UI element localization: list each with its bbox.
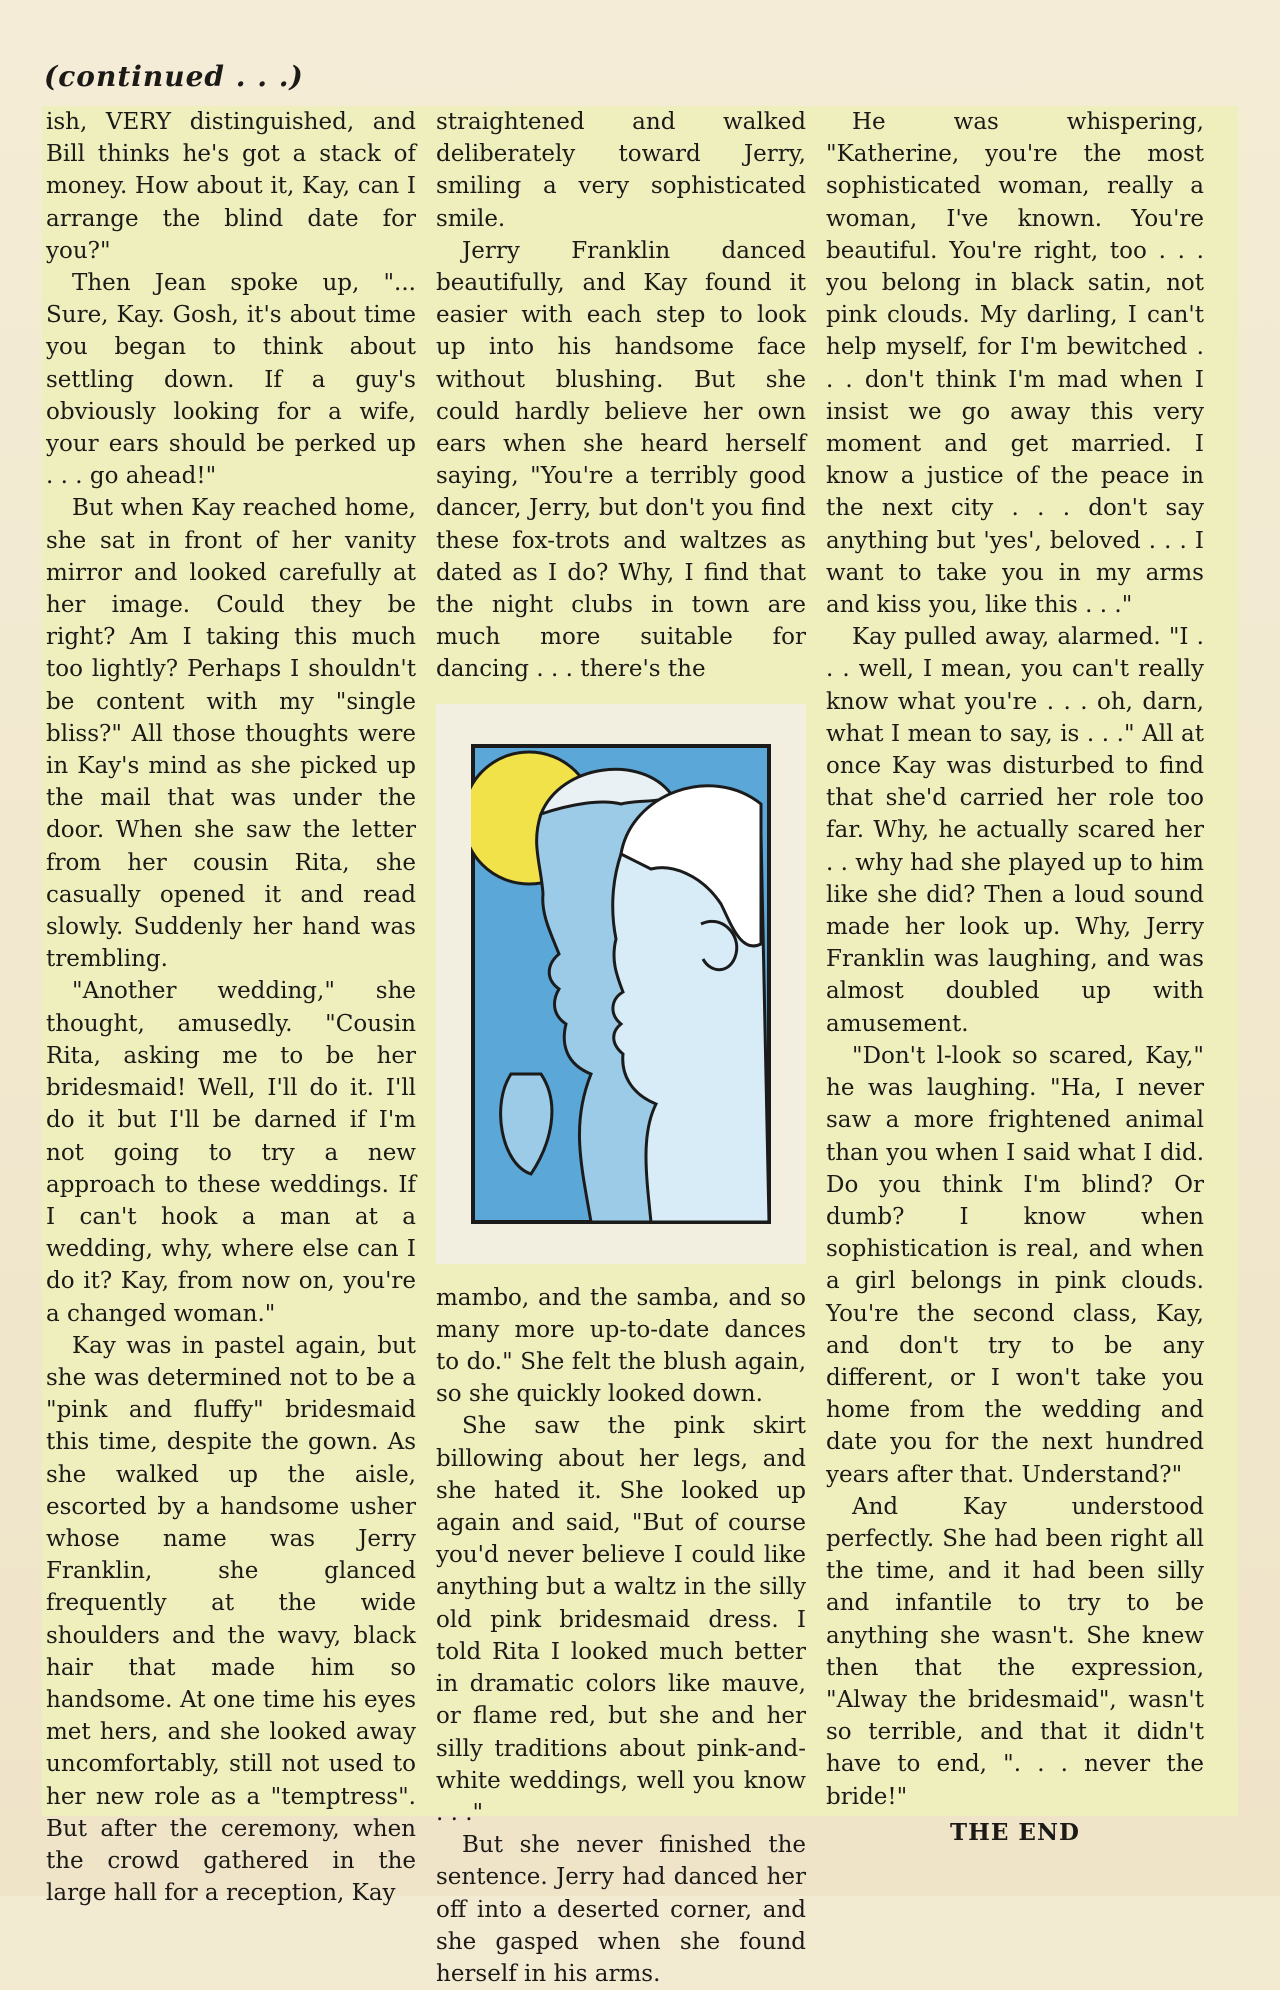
paragraph: He was whispering, "Katherine, you're the most sophisticated woman, really a woman, I've known. You're beautiful. You're right, too . . . you belong in black satin, not pink clouds. My darling, I can't help myself, for I'm bewitched . . . don't think I'm mad when I insist we go away this very moment and get married. I know a justice of the peace in the next city . . . don't say anything but 'yes', beloved . . . I want to take you in my arms and kiss you, like this . . ." bbox=[826, 109, 1204, 619]
paragraph: mambo, and the samba, and so many more up-to-date dances to do." She felt the blush again, so she quickly looked down. bbox=[436, 1284, 806, 1408]
column-2 bbox=[436, 106, 806, 1990]
continued-label: (continued . . .) bbox=[44, 60, 304, 93]
paragraph: Then Jean spoke up, "... Sure, Kay. Gosh, it's about time you began to think about settling down. If a guy's obviously looking for a wife, your ears should be perked up . . . go ahead!" bbox=[46, 270, 416, 490]
paragraph: But when Kay reached home, she sat in front of her vanity mirror and looked carefully at her image. Could they be right? Am I taking this much too lightly? Perhaps I shouldn't be content with my "single bliss?" All those thoughts were in Kay's mind as she picked up the mail that was under the door. When she saw the letter from her cousin Rita, she casually opened it and read slowly. Suddenly her hand was trembling. bbox=[46, 495, 416, 973]
column-3 bbox=[826, 106, 1204, 1849]
paragraph: Jerry Franklin danced beautifully, and Kay found it easier with each step to look up into his handsome face without blushing. But she could hardly believe her own ears when she heard herself saying, "You're a terribly good dancer, Jerry, but don't you find these fox-trots and waltzes as dated as I do? Why, I find that the night clubs in town are much more suitable for dancing . . . there's the bbox=[436, 237, 806, 683]
paragraph: And Kay understood perfectly. She had been right all the time, and it had been silly and infantile to try to be anything she wasn't. She knew then that the expression, "Alway the bridesmaid", wasn't so terrible, and that it didn't have to end, ". . . never the bride!" bbox=[826, 1493, 1204, 1810]
paragraph: She saw the pink skirt billowing about her legs, and she hated it. She looked up again and said, "But of course you'd never believe I could like anything but a waltz in the silly old pink bridesmaid dress. I told Rita I looked much better in dramatic colors like mauve, or flame red, but she and her silly traditions about pink-and-white weddings, well you know . . ." bbox=[436, 1413, 806, 1826]
paragraph: "Don't l-look so scared, Kay," he was laughing. "Ha, I never saw a more frightened animal than you when I said what I did. Do you think I'm blind? Or dumb? I know when sophistication is real, and when a girl belongs in pink clouds. You're the second class, Kay, and don't try to be any different, or I won't take you home from the wedding and date you for the next hundred years after that. Understand?" bbox=[826, 1042, 1204, 1488]
couple-illustration bbox=[471, 744, 771, 1224]
column-1 bbox=[46, 106, 416, 1909]
paragraph: "Another wedding," she thought, amusedly. "Cousin Rita, asking me to be her bridesmaid! Well, I'll do it. I'll do it but I'll be darned if I'm not going to try a new approach to these weddings. If I can't hook a man at a wedding, why, where else can I do it? Kay, from now on, you're a changed woman." bbox=[46, 978, 416, 1327]
the-end-label: THE END bbox=[950, 1818, 1080, 1846]
paragraph: Kay pulled away, alarmed. "I . . . well, I mean, you can't really know what you're . . . oh, darn, what I mean to say, is . . ." All at once Kay was disturbed to find that she'd carried her role too far. Why, he actually scared her . . why had she played up to him like she did? Then a loud sound made her look up. Why, Jerry Franklin was laughing, and was almost doubled up with amusement. bbox=[826, 624, 1204, 1037]
paragraph: But she never finished the sentence. Jerry had danced her off into a deserted corner, and she gasped when she found herself in his arms. bbox=[436, 1832, 806, 1987]
paragraph: Kay was in pastel again, but she was determined not to be a "pink and fluffy" bridesmaid this time, despite the gown. As she walked up the aisle, escorted by a handsome usher whose name was Jerry Franklin, she glanced frequently at the wide shoulders and the wavy, black hair that made him so handsome. At one time his eyes met hers, and she looked away uncomfortably, still not used to her new role as a "temptress". But after the ceremony, when the crowd gathered in the large hall for a reception, Kay bbox=[46, 1332, 416, 1907]
paragraph: ish, VERY distinguished, and Bill thinks he's got a stack of money. How about it, Kay, can I arrange the blind date for you?" bbox=[46, 109, 416, 264]
illustration-panel bbox=[436, 704, 806, 1264]
paragraph: straightened and walked deliberately toward Jerry, smiling a very sophisticated smile. bbox=[436, 109, 806, 232]
